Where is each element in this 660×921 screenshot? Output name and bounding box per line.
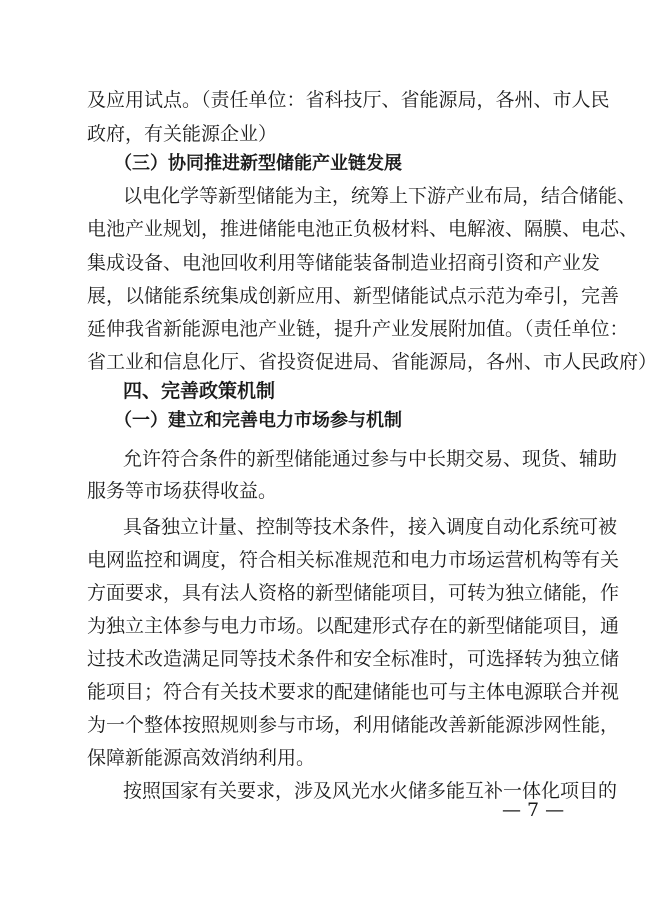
subsection-heading: （三）协同推进新型储能产业链发展 (114, 153, 402, 174)
text-line: 延伸我省新能源电池产业链，提升产业发展附加值。（责任单位： (87, 318, 629, 340)
text-line: 政府，有关能源企业） (87, 123, 278, 145)
text-line: 以电化学等新型储能为主，统筹上下游产业布局，结合储能、 (123, 185, 637, 207)
text-line: 为独立主体参与电力市场。以配建形式存在的新型储能项目，通 (87, 615, 620, 637)
text-line: 方面要求，具有法人资格的新型储能项目，可转为独立储能，作 (87, 582, 620, 604)
text-line: 保障新能源高效消纳利用。 (87, 747, 316, 769)
text-line: 过技术改造满足同等技术条件和安全标准时，可选择转为独立储 (87, 648, 620, 670)
text-line: 省工业和信息化厅、省投资促进局、省能源局，各州、市人民政府） (87, 351, 658, 373)
text-line: 电池产业规划，推进储能电池正负极材料、电解液、隔膜、电芯、 (87, 218, 639, 240)
text-line: 及应用试点。（责任单位：省科技厅、省能源局，各州、市人民 (87, 89, 610, 111)
text-line: 集成设备、电池回收利用等储能装备制造业招商引资和产业发 (87, 252, 601, 274)
text-line: 展，以储能系统集成创新应用、新型储能试点示范为牵引，完善 (87, 285, 620, 307)
text-line: 允许符合条件的新型储能通过参与中长期交易、现货、辅助 (123, 448, 618, 470)
section-heading: 四、完善政策机制 (123, 380, 276, 402)
subsection-heading: （一）建立和完善电力市场参与机制 (114, 410, 402, 431)
text-line: 具备独立计量、控制等技术条件，接入调度自动化系统可被 (123, 516, 618, 538)
page-number: — 7 — (502, 799, 565, 821)
text-line: 能项目；符合有关技术要求的配建储能也可与主体电源联合并视 (87, 681, 620, 703)
text-line: 为一个整体按照规则参与市场，利用储能改善新能源涉网性能， (87, 714, 620, 736)
text-line: 服务等市场获得收益。 (87, 480, 278, 502)
text-line: 电网监控和调度，符合相关标准规范和电力市场运营机构等有关 (87, 549, 620, 571)
text-line: 按照国家有关要求，涉及风光水火储多能互补一体化项目的 (123, 780, 618, 802)
